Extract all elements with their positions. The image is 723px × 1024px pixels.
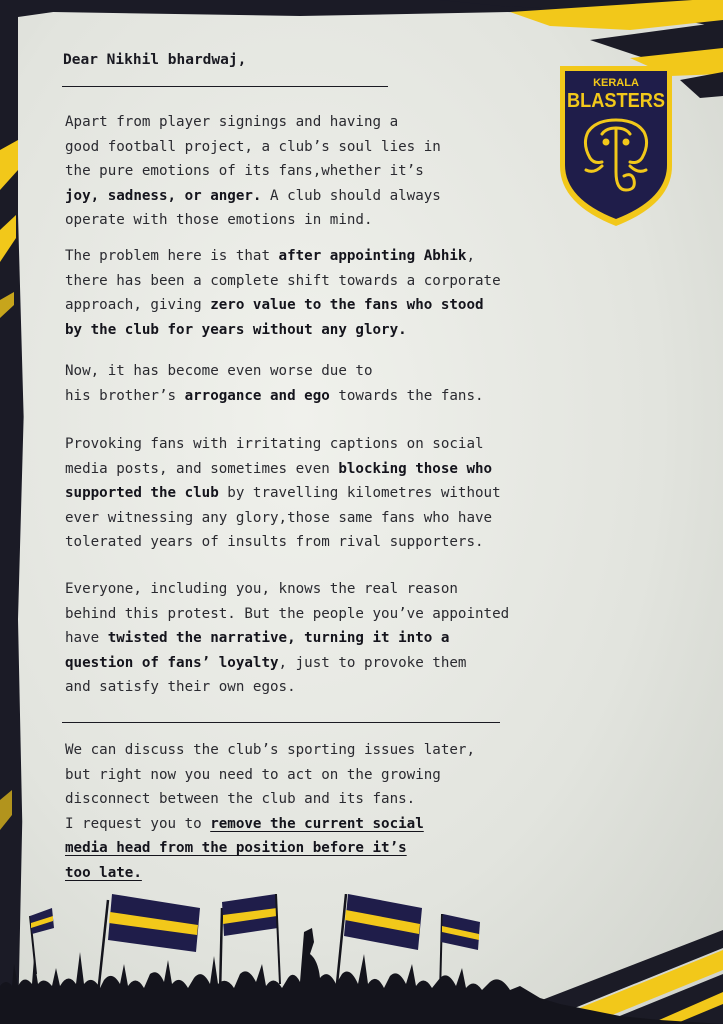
paragraph-run: by travelling kilometres without ever witnessing any glory,those same fans who have tolerated years of insults from rival supporters. [65, 485, 501, 550]
paragraph-6 [65, 738, 475, 885]
paragraph-1 [65, 110, 441, 233]
paragraph-run: Provoking fans with irritating captions on social media posts, and sometimes even [65, 436, 484, 477]
crowd-silhouette [0, 928, 723, 1024]
paragraph-run: after appointing Abhik [278, 248, 467, 264]
paragraph-run: Now, it has become even worse due to his brother’s [65, 363, 373, 404]
paragraph-run: arrogance and ego [184, 387, 330, 404]
paragraph-run: , there has been a complete shift towards a corporate approach, giving [65, 248, 501, 313]
crest-line-2: BLASTERS [567, 90, 665, 112]
paragraph-run: Apart from player signings and having a good football project, a club’s soul lies in the pure emotions of its fans,whether it’s [65, 114, 441, 179]
paragraph-run: blocking those who supported the club [65, 460, 493, 501]
crest-line-1: KERALA [593, 77, 639, 89]
paragraph-run: We can discuss the club’s sporting issues later, but right now you need to act on the growing disconnect between the club and its fans. I request you to [65, 742, 475, 832]
paragraph-run: , just to provoke them and satisfy their own egos. [65, 654, 467, 695]
closing-divider [62, 722, 500, 723]
paragraph-run: The problem here is that [65, 248, 279, 264]
paragraph-4 [65, 432, 501, 555]
greeting-divider [62, 86, 388, 87]
paragraph-run: joy, sadness, or anger. [65, 187, 262, 204]
crowd-with-flags-icon [0, 894, 723, 1024]
club-crest [556, 62, 676, 228]
paragraph-run: towards the fans. [329, 387, 484, 404]
paragraph-5 [65, 577, 509, 700]
paragraph-run: Everyone, including you, knows the real reason behind this protest. But the people you’ve appointed have [65, 581, 510, 646]
letter-greeting: Dear Nikhil bhardwaj, [63, 52, 247, 68]
paragraph-2 [65, 244, 501, 342]
paragraph-run: A club should always operate with those emotions in mind. [65, 187, 441, 228]
paragraph-run: zero value to the fans who stood by the club for years without any glory. [65, 297, 484, 338]
paragraph-run: twisted the narrative, turning it into a question of fans’ loyalty [65, 630, 450, 671]
paragraph-3 [65, 359, 484, 408]
paragraph-run: remove the current social media head from the position before it’s too late. [65, 815, 424, 881]
